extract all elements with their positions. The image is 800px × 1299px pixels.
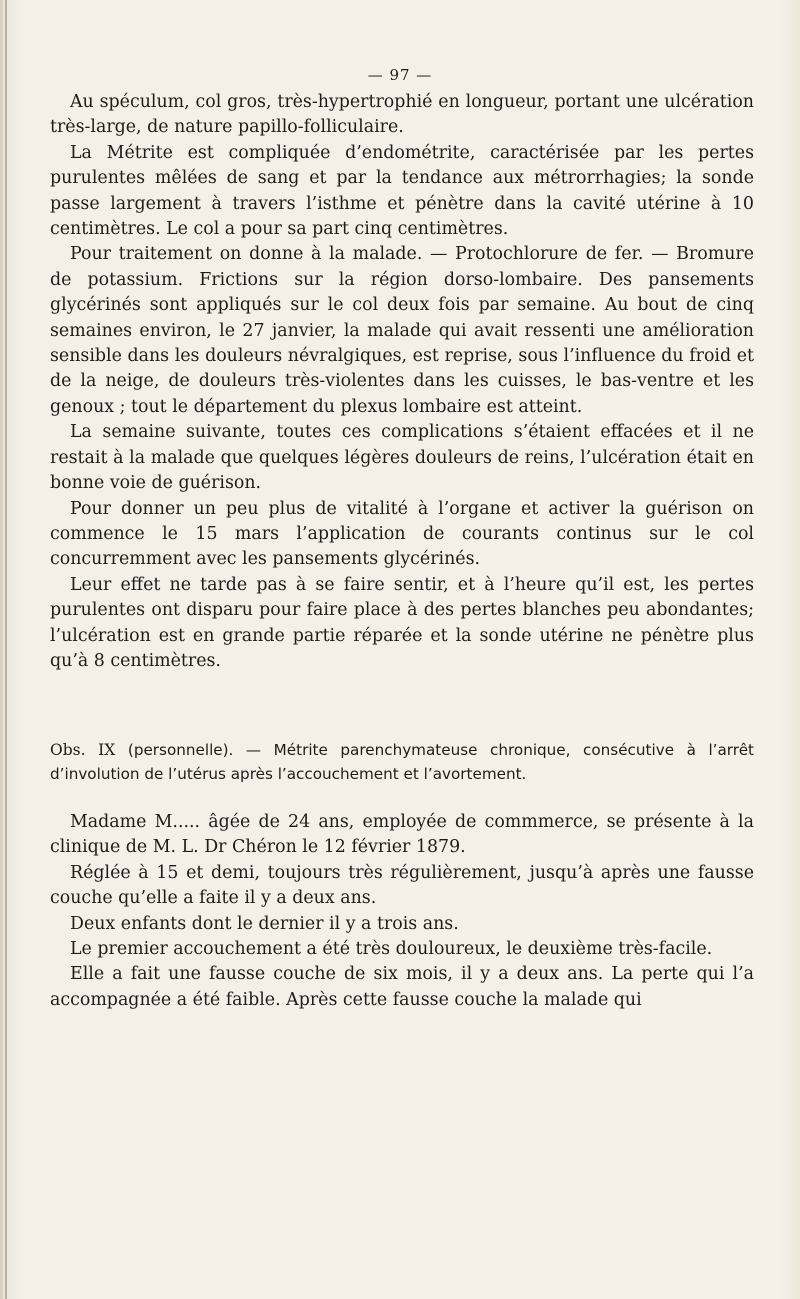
paragraph: La semaine suivante, toutes ces complications s’étaient effacées et il ne restait à la malade que quelques légères douleurs de reins, l’ulcération était en bonne voie de guérison.	[50, 422, 754, 494]
case-paragraph: Madame M..... âgée de 24 ans, employée de commmerce, se présente à la clinique de M. L. Dr Chéron le 12 février 1879.	[50, 812, 754, 858]
binding-line	[5, 0, 7, 1299]
page-number: — 97 —	[367, 66, 433, 84]
case-paragraph: Réglée à 15 et demi, toujours très régulièrement, jusqu’à après une fausse couche qu’elle a faite il y a deux ans.	[50, 862, 754, 909]
observation-heading	[50, 738, 754, 786]
observation-label: Obs. IX	[50, 741, 116, 759]
paragraph: La Métrite est compliquée d’endométrite, caractérisée par les pertes purulentes mêlées de sang et par la tendance aux métrorrhagies; la sonde passe largement à travers l’isthme et pénètre dans la cavité utérine à 10 centimètres. Le col a pour sa part cinq centimètres.	[50, 142, 754, 240]
paragraph: Leur effet ne tarde pas à se faire sentir, et à l’heure qu’il est, les pertes purulentes ont disparu pour faire place à des pertes blanches peu abondantes; l’ulcération est en grande partie réparée et la sonde utérine ne pénètre plus qu’à 8 centimètres.	[50, 574, 754, 671]
observation-line	[50, 738, 754, 786]
case-paragraph: Elle a fait une fausse couche de six mois, il y a deux ans. La perte qui l’a accompagnée a été faible. Après cette fausse couche la malade qui	[50, 964, 754, 1010]
case-paragraph: Le premier accouchement a été très douloureux, le deuxième très-facile.	[70, 939, 713, 960]
case-text	[50, 810, 754, 1013]
observation-title: (personnelle). — Métrite parenchymateuse chronique, consécutive à l’arrêt d’involution de l’utérus après l’accouchement et l’avortement.	[50, 741, 754, 783]
case-paragraph: Deux enfants dont le dernier il y a trois ans.	[70, 913, 459, 934]
main-text	[50, 90, 754, 674]
paragraph: Au spéculum, col gros, très-hypertrophié en longueur, portant une ulcération très-large, de nature papillo-folliculaire.	[50, 92, 754, 138]
paragraph: Pour traitement on donne à la malade. — Protochlorure de fer. — Bromure de potassium. Frictions sur la région dorso-lombaire. Des pansements glycérinés sont appliqués sur le col deux fois par semaine. Au bout de cinq semaines environ, le 27 janvier, la malade qui avait ressenti une amélioration sensible dans les douleurs névralgiques, est reprise, sous l’influence du froid et de la neige, de douleurs très-violentes dans les cuisses, le bas-ventre et les genoux ; tout le département du plexus lombaire est atteint.	[50, 244, 754, 417]
page-edge	[0, 0, 3, 1299]
paragraph: Pour donner un peu plus de vitalité à l’organe et activer la guérison on commence le 15 mars l’application de courants continus sur le col concurremment avec les pansements glycérinés.	[50, 498, 754, 570]
